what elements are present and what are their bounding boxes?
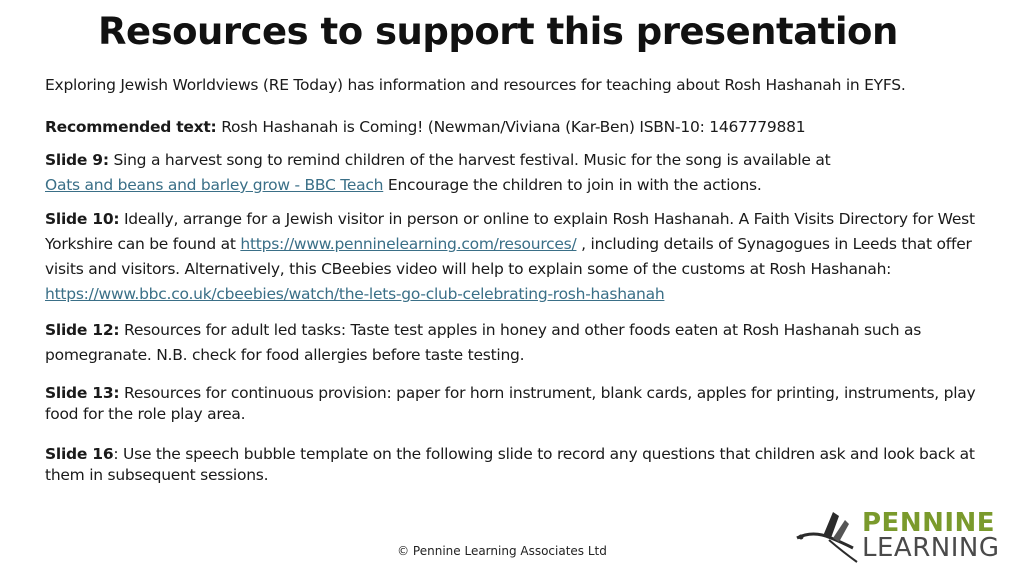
recommended-text: Rosh Hashanah is Coming! (Newman/Viviana (Kar-Ben) ISBN-10: 1467779881 — [216, 118, 806, 136]
slide12-text: Resources for adult led tasks: Taste test apples in honey and other foods eaten at Rosh Hashanah such as pomegranate. N.B. check for food allergies before taste testing. — [45, 321, 922, 364]
slide10-text-mid: , including details of Synagogues in Leeds that offer visits and visitors. Alternatively, this CBeebies video will help to explain some of the customs at Rosh Hashanah: — [45, 235, 972, 278]
slide12-label: Slide 12: — [45, 321, 120, 339]
slide10-paragraph — [45, 207, 990, 307]
recommended-label: Recommended text: — [45, 118, 217, 136]
slide10-label: Slide 10: — [45, 210, 120, 228]
slide13-text: Resources for continuous provision: paper for horn instrument, blank cards, apples for printing, instruments, play food for the role play area. — [45, 384, 976, 423]
copyright-footer: © Pennine Learning Associates Ltd — [397, 544, 607, 558]
logo-text-pennine: PENNINE — [862, 508, 996, 538]
logo-text-learning: LEARNING — [862, 533, 1000, 563]
slide9-label: Slide 9: — [45, 151, 109, 169]
bird-icon — [797, 512, 857, 562]
page-title: Resources to support this presentation — [98, 10, 898, 53]
slide9-paragraph — [45, 148, 990, 198]
slide16-paragraph — [45, 444, 990, 486]
slide12-paragraph — [45, 318, 990, 368]
slide13-label: Slide 13: — [45, 384, 120, 402]
slide10-text: Ideally, arrange for a Jewish visitor in person or online to explain Rosh Hashanah. A Faith Visits Directory for West Yorkshire can be found at — [45, 210, 975, 253]
slide9-text: Sing a harvest song to remind children of the harvest festival. Music for the song is available at — [108, 151, 831, 169]
slide16-text: : Use the speech bubble template on the following slide to record any questions that children ask and look back at them in subsequent sessions. — [45, 445, 975, 484]
bbc-teach-link[interactable]: Oats and beans and barley grow - BBC Teach — [45, 176, 384, 194]
intro-paragraph: Exploring Jewish Worldviews (RE Today) has information and resources for teaching about Rosh Hashanah in EYFS. — [45, 76, 906, 94]
cbeebies-video-link[interactable]: https://www.bbc.co.uk/cbeebies/watch/the-lets-go-club-celebrating-rosh-hashanah — [45, 285, 665, 303]
recommended-text-paragraph — [45, 115, 990, 140]
slide9-text-end: Encourage the children to join in with the actions. — [383, 176, 762, 194]
slide13-paragraph — [45, 383, 990, 425]
slide16-label: Slide 16 — [45, 445, 114, 463]
pennine-resources-link[interactable]: https://www.penninelearning.com/resources/ — [240, 235, 577, 253]
